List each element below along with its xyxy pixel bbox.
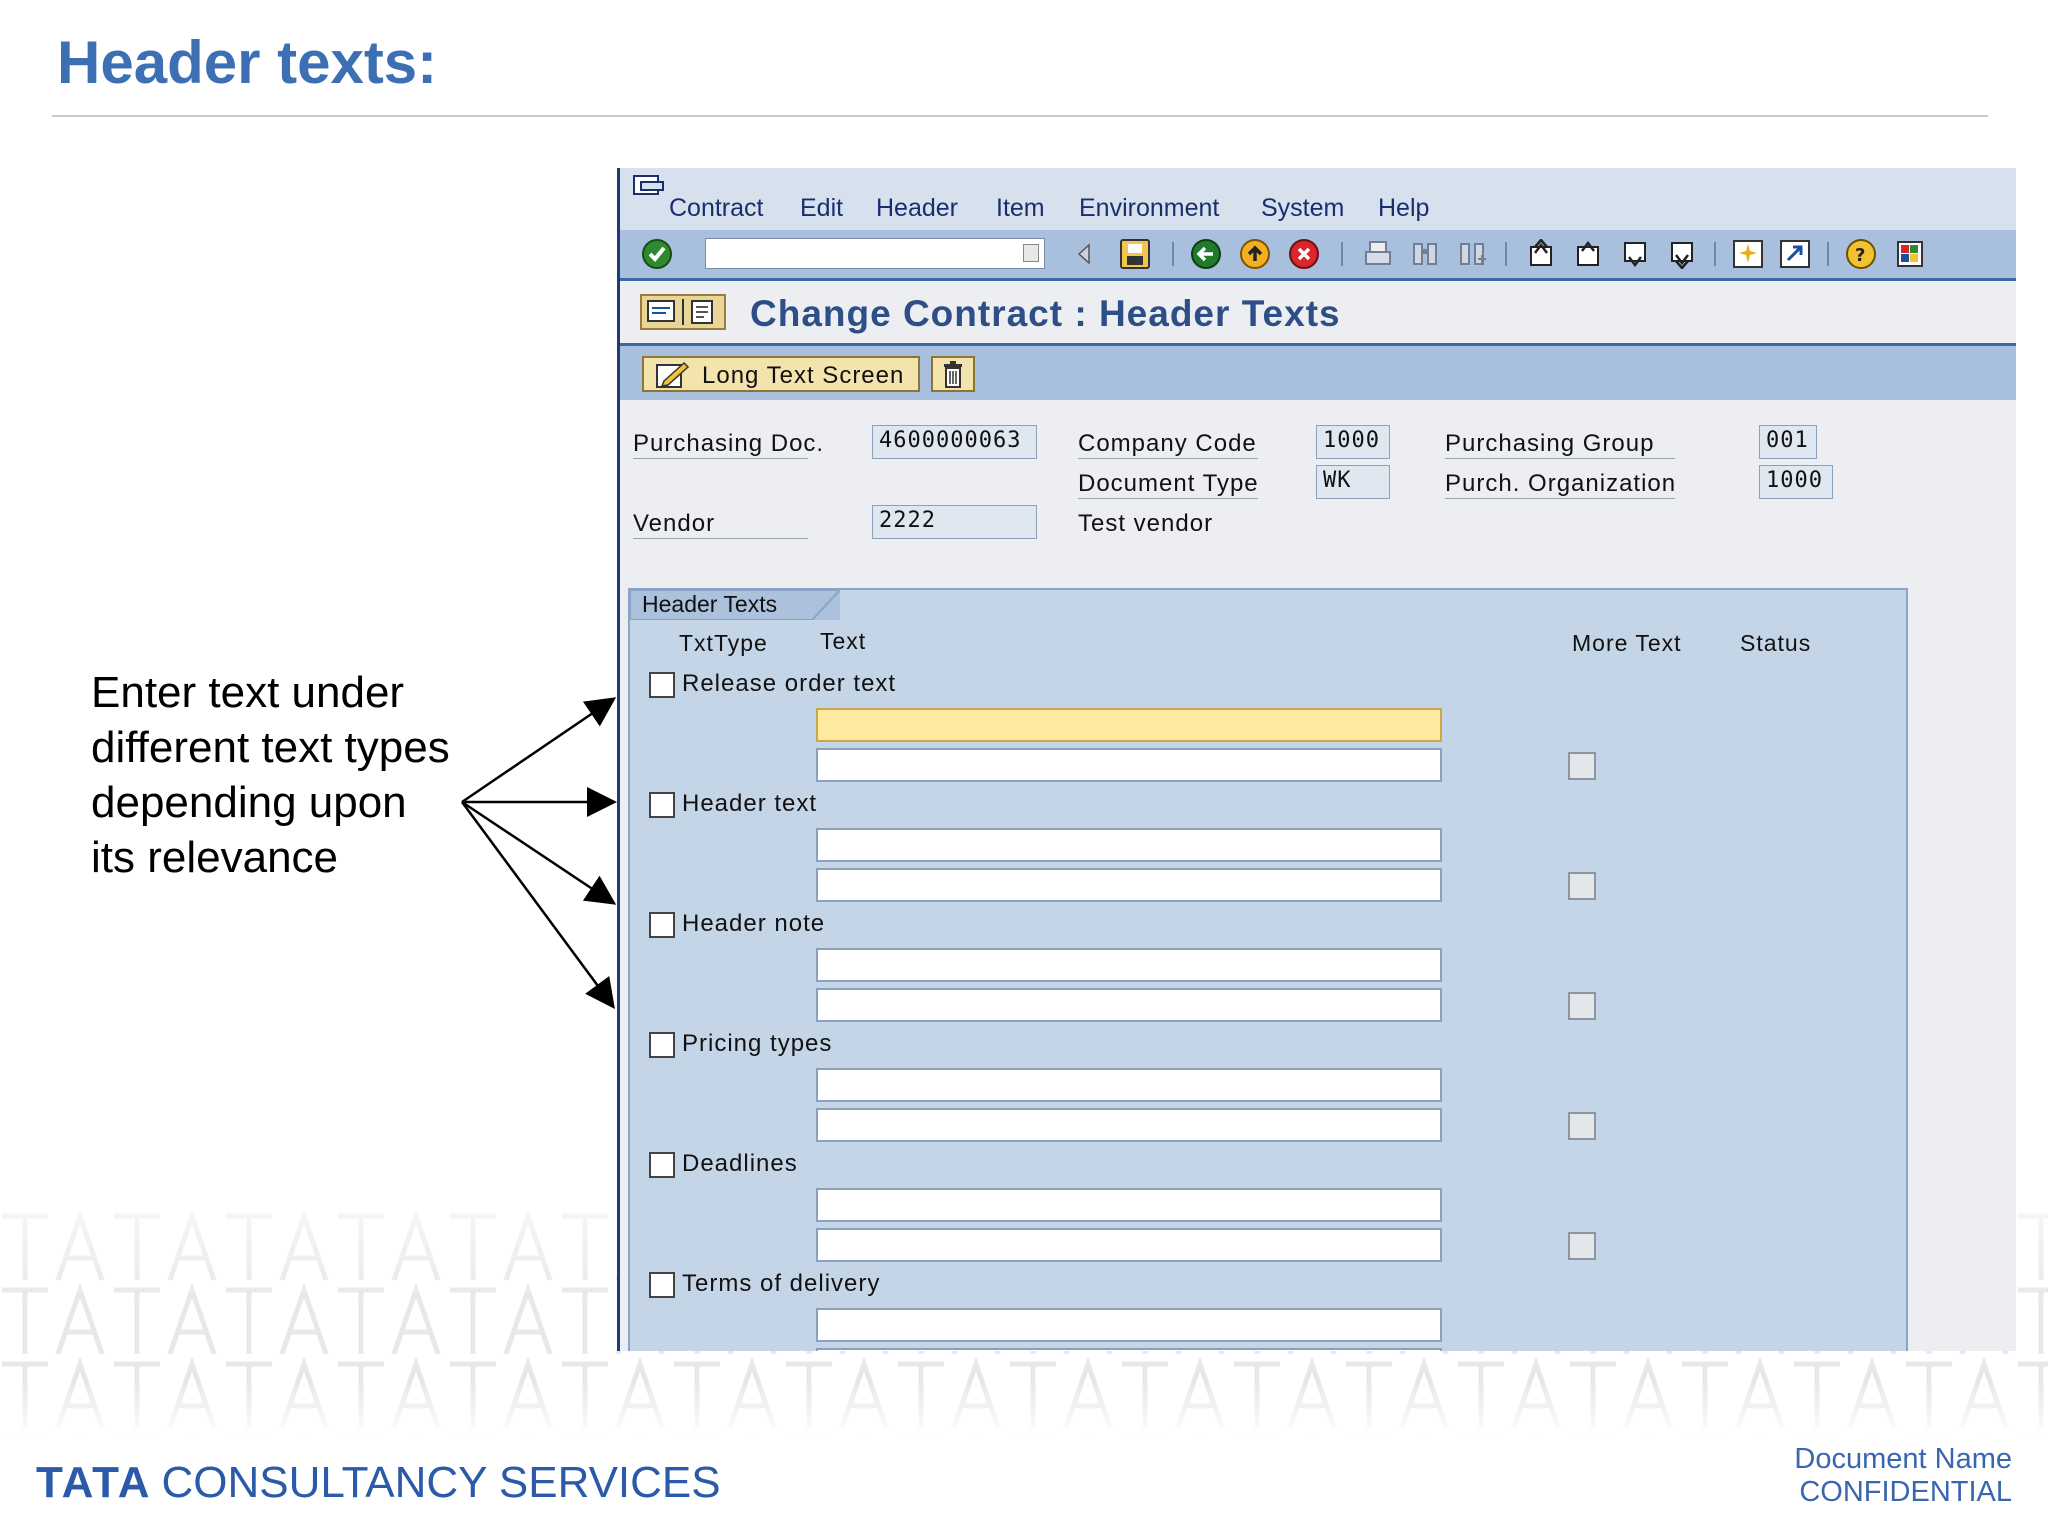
terms-of-delivery-label: Terms of delivery bbox=[682, 1270, 881, 1297]
confidential-label: CONFIDENTIAL bbox=[1799, 1476, 2012, 1508]
svg-text:?: ? bbox=[1855, 245, 1866, 266]
col-text: Text bbox=[820, 628, 867, 654]
create-session-icon[interactable] bbox=[1732, 239, 1764, 269]
company-code-label: Company Code bbox=[1078, 430, 1257, 457]
long-text-screen-button[interactable] bbox=[642, 356, 920, 392]
pricing-types-more-text-checkbox[interactable] bbox=[1568, 1112, 1596, 1140]
document-type-value: WK bbox=[1316, 465, 1390, 499]
release-order-text-label: Release order text bbox=[682, 670, 897, 697]
deadlines-more-text-checkbox[interactable] bbox=[1568, 1232, 1596, 1260]
print-icon[interactable] bbox=[1363, 239, 1393, 269]
pricing-types-checkbox[interactable] bbox=[649, 1032, 675, 1058]
deadlines-line-1[interactable] bbox=[816, 1188, 1442, 1222]
purchasing-group-value: 001 bbox=[1759, 425, 1817, 459]
menu-environment[interactable]: Environment bbox=[1079, 194, 1220, 222]
exit-icon[interactable] bbox=[1240, 239, 1270, 269]
deadlines-checkbox[interactable] bbox=[649, 1152, 675, 1178]
standard-toolbar bbox=[620, 230, 2016, 281]
save-icon[interactable] bbox=[1120, 239, 1150, 269]
pricing-types-line-2[interactable] bbox=[816, 1108, 1442, 1142]
menu-system[interactable]: System bbox=[1261, 194, 1345, 222]
command-field[interactable] bbox=[705, 238, 1045, 269]
menu-bar bbox=[620, 168, 2016, 230]
annotation-note: Enter text under different text types depending upon its relevance bbox=[91, 668, 450, 882]
vendor-name: Test vendor bbox=[1078, 510, 1214, 537]
layout-menu-icon[interactable] bbox=[1895, 239, 1927, 269]
menu-item[interactable]: Item bbox=[996, 194, 1045, 222]
annotation-arrows bbox=[450, 680, 630, 1020]
purchasing-doc-value: 4600000063 bbox=[872, 425, 1037, 459]
header-texts-tab-label: Header Texts bbox=[642, 591, 778, 617]
menu-edit[interactable]: Edit bbox=[800, 194, 844, 222]
find-next-icon[interactable] bbox=[1457, 239, 1487, 269]
application-toolbar bbox=[620, 346, 2016, 400]
collapse-arrow-icon[interactable] bbox=[1075, 243, 1093, 265]
document-type-label: Document Type bbox=[1078, 470, 1259, 497]
header-text-line-2[interactable] bbox=[816, 868, 1442, 902]
tcs-logo-tata: TATA bbox=[36, 1458, 152, 1507]
long-text-screen-label: Long Text Screen bbox=[702, 362, 905, 389]
tcs-logo-text: CONSULTANCY SERVICES bbox=[161, 1458, 721, 1507]
release-order-text-line-2[interactable] bbox=[816, 748, 1442, 782]
terms-of-delivery-checkbox[interactable] bbox=[649, 1272, 675, 1298]
system-menu-icon[interactable] bbox=[632, 173, 666, 197]
purch-org-value: 1000 bbox=[1759, 465, 1833, 499]
deadlines-label: Deadlines bbox=[682, 1150, 798, 1177]
col-more-text: More Text bbox=[1572, 630, 1682, 656]
pricing-types-line-1[interactable] bbox=[816, 1068, 1442, 1102]
tcs-logo bbox=[36, 1458, 721, 1508]
header-note-line-1[interactable] bbox=[816, 948, 1442, 982]
header-text-more-text-checkbox[interactable] bbox=[1568, 872, 1596, 900]
deadlines-line-2[interactable] bbox=[816, 1228, 1442, 1262]
release-order-more-text-checkbox[interactable] bbox=[1568, 752, 1596, 780]
purch-org-label: Purch. Organization bbox=[1445, 470, 1677, 497]
header-note-more-text-checkbox[interactable] bbox=[1568, 992, 1596, 1020]
menu-help[interactable]: Help bbox=[1378, 194, 1430, 222]
terms-of-delivery-line-2[interactable] bbox=[816, 1348, 1442, 1351]
first-page-icon[interactable] bbox=[1525, 239, 1557, 269]
title-bar bbox=[620, 281, 2016, 346]
trash-icon bbox=[941, 361, 965, 389]
menu-contract[interactable]: Contract bbox=[669, 194, 764, 222]
last-page-icon[interactable] bbox=[1666, 239, 1698, 269]
find-icon[interactable] bbox=[1410, 239, 1440, 269]
header-text-line-1[interactable] bbox=[816, 828, 1442, 862]
edit-pencil-icon bbox=[654, 361, 690, 389]
next-page-icon[interactable] bbox=[1619, 239, 1651, 269]
help-icon[interactable] bbox=[1846, 239, 1876, 269]
purchasing-group-label: Purchasing Group bbox=[1445, 430, 1675, 459]
previous-page-icon[interactable] bbox=[1572, 239, 1604, 269]
command-history-icon[interactable] bbox=[1023, 244, 1039, 262]
document-name: Document Name bbox=[1794, 1443, 2012, 1475]
col-txttype: TxtType bbox=[679, 630, 768, 656]
release-order-text-line-1[interactable] bbox=[816, 708, 1442, 742]
back-icon[interactable] bbox=[1191, 239, 1221, 269]
header-text-label: Header text bbox=[682, 790, 818, 817]
enter-check-icon[interactable] bbox=[642, 239, 672, 269]
pricing-types-label: Pricing types bbox=[682, 1030, 833, 1057]
cancel-icon[interactable] bbox=[1289, 239, 1319, 269]
menu-header[interactable]: Header bbox=[876, 194, 958, 222]
title-divider bbox=[52, 115, 1988, 117]
header-note-label: Header note bbox=[682, 910, 826, 937]
header-texts-panel bbox=[628, 588, 1908, 1351]
header-text-checkbox[interactable] bbox=[649, 792, 675, 818]
document-overview-icon[interactable] bbox=[640, 294, 726, 330]
release-order-text-checkbox[interactable] bbox=[649, 672, 675, 698]
vendor-value: 2222 bbox=[872, 505, 1037, 539]
sap-window bbox=[617, 168, 2016, 1351]
vendor-label: Vendor bbox=[633, 510, 808, 539]
terms-of-delivery-line-1[interactable] bbox=[816, 1308, 1442, 1342]
header-note-line-2[interactable] bbox=[816, 988, 1442, 1022]
header-note-checkbox[interactable] bbox=[649, 912, 675, 938]
company-code-value: 1000 bbox=[1316, 425, 1390, 459]
slide-title: Header texts: bbox=[57, 29, 438, 96]
document-info bbox=[1794, 1443, 2012, 1509]
col-status: Status bbox=[1740, 630, 1812, 656]
shortcut-icon[interactable] bbox=[1779, 239, 1811, 269]
delete-button[interactable] bbox=[931, 356, 975, 392]
screen-title: Change Contract : Header Texts bbox=[750, 293, 1341, 334]
purchasing-doc-label: Purchasing Doc. bbox=[633, 430, 825, 457]
